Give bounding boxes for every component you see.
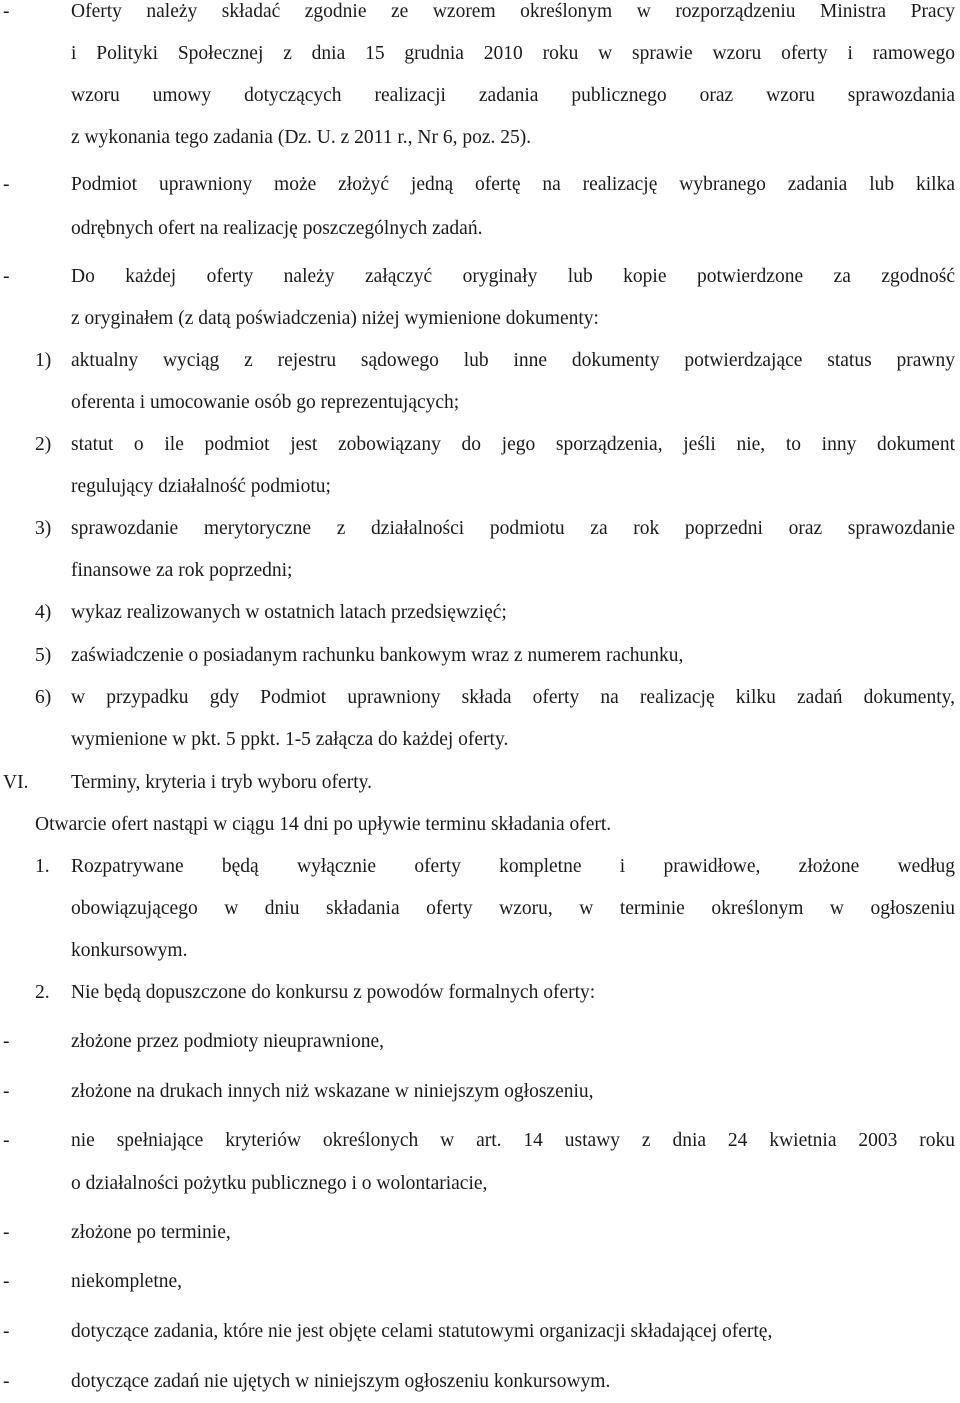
text-line: o działalności pożytku publicznego i o wolontariacie, (71, 1173, 488, 1194)
text-line: Rozpatrywane będą wyłącznie oferty kompletne i prawidłowe, złożone według (71, 856, 955, 877)
list-number: 4) (35, 602, 52, 623)
text-line: odrębnych ofert na realizację poszczególnych zadań. (71, 218, 483, 239)
list-item (0, 256, 960, 298)
text-line: Oferty należy składać zgodnie ze wzorem określonym w rozporządzeniu Ministra Pracy (71, 1, 955, 22)
section-title: Terminy, kryteria i tryb wyboru oferty. (71, 772, 372, 793)
text-line: obowiązującego w dniu składania oferty wzoru, w terminie określonym w ogłoszeniu (71, 898, 955, 919)
list-item (0, 1311, 960, 1353)
text-line: aktualny wyciąg z rejestru sądowego lub inne dokumenty potwierdzające status prawny (71, 350, 955, 371)
text-line: wzoru umowy dotyczących realizacji zadania publicznego oraz wzoru sprawozdania (71, 85, 955, 106)
text-line: i Polityki Społecznej z dnia 15 grudnia 2010 roku w sprawie wzoru oferty i ramowego (71, 43, 955, 64)
text-line: oferenta i umocowanie osób go reprezentujących; (71, 392, 460, 413)
section-numeral: VI. (3, 772, 29, 793)
list-item (0, 0, 960, 33)
list-item (0, 164, 960, 206)
paragraph-line: Otwarcie ofert nastąpi w ciągu 14 dni po upływie terminu składania ofert. (35, 814, 612, 835)
text-line: wykaz realizowanych w ostatnich latach przedsięwzięć; (71, 602, 507, 623)
dash-bullet: - (3, 1371, 10, 1392)
list-item (0, 592, 960, 634)
dash-bullet: - (3, 1, 10, 22)
list-number: 1. (35, 856, 50, 877)
text-line: konkursowym. (71, 940, 188, 961)
list-item (0, 1261, 960, 1303)
list-item (0, 1212, 960, 1254)
list-item (0, 1120, 960, 1162)
text-line: finansowe za rok poprzedni; (71, 560, 293, 581)
list-item (0, 1071, 960, 1113)
dash-bullet: - (3, 1271, 10, 1292)
list-item (0, 508, 960, 550)
dash-bullet: - (3, 1130, 10, 1151)
dash-bullet: - (3, 266, 10, 287)
dash-bullet: - (3, 1321, 10, 1342)
list-item (0, 424, 960, 466)
list-number: 2) (35, 434, 52, 455)
text-line: złożone po terminie, (71, 1222, 231, 1243)
text-line: złożone przez podmioty nieuprawnione, (71, 1031, 384, 1052)
text-line: zaświadczenie o posiadanym rachunku bankowym wraz z numerem rachunku, (71, 645, 684, 666)
text-line: dotyczące zadań nie ujętych w niniejszym ogłoszeniu konkursowym. (71, 1371, 611, 1392)
list-number: 6) (35, 687, 52, 708)
text-line: Nie będą dopuszczone do konkursu z powodów formalnych oferty: (71, 982, 596, 1003)
list-item (0, 340, 960, 382)
list-item (0, 846, 960, 888)
text-line: w przypadku gdy Podmiot uprawniony składa oferty na realizację kilku zadań dokumenty, (71, 687, 955, 708)
list-item (0, 677, 960, 719)
text-line: Podmiot uprawniony może złożyć jedną ofertę na realizację wybranego zadania lub kilka (71, 174, 955, 195)
list-number: 1) (35, 350, 52, 371)
text-line: nie spełniające kryteriów określonych w art. 14 ustawy z dnia 24 kwietnia 2003 roku (71, 1130, 955, 1151)
text-line: sprawozdanie merytoryczne z działalności podmiotu za rok poprzedni oraz sprawozdanie (71, 518, 955, 539)
text-line: z oryginałem (z datą poświadczenia) niżej wymienione dokumenty: (71, 308, 599, 329)
text-line: statut o ile podmiot jest zobowiązany do jego sporządzenia, jeśli nie, to inny dokument (71, 434, 955, 455)
list-number: 2. (35, 982, 50, 1003)
dash-bullet: - (3, 174, 10, 195)
dash-bullet: - (3, 1222, 10, 1243)
dash-bullet: - (3, 1031, 10, 1052)
text-line: dotyczące zadania, które nie jest objęte celami statutowymi organizacji składającej ofertę, (71, 1321, 773, 1342)
text-line: z wykonania tego zadania (Dz. U. z 2011 r., Nr 6, poz. 25). (71, 127, 532, 148)
text-line: złożone na drukach innych niż wskazane w niniejszym ogłoszeniu, (71, 1081, 594, 1102)
text-line: regulujący działalność podmiotu; (71, 476, 331, 497)
list-item (0, 972, 960, 1014)
list-item (0, 635, 960, 677)
text-line: wymienione w pkt. 5 ppkt. 1-5 załącza do każdej oferty. (71, 729, 509, 750)
list-number: 3) (35, 518, 52, 539)
section-heading (0, 762, 960, 804)
dash-bullet: - (3, 1081, 10, 1102)
text-line: niekompletne, (71, 1271, 183, 1292)
list-number: 5) (35, 645, 52, 666)
text-line: Do każdej oferty należy załączyć oryginały lub kopie potwierdzone za zgodność (71, 266, 955, 287)
list-item (0, 1021, 960, 1063)
